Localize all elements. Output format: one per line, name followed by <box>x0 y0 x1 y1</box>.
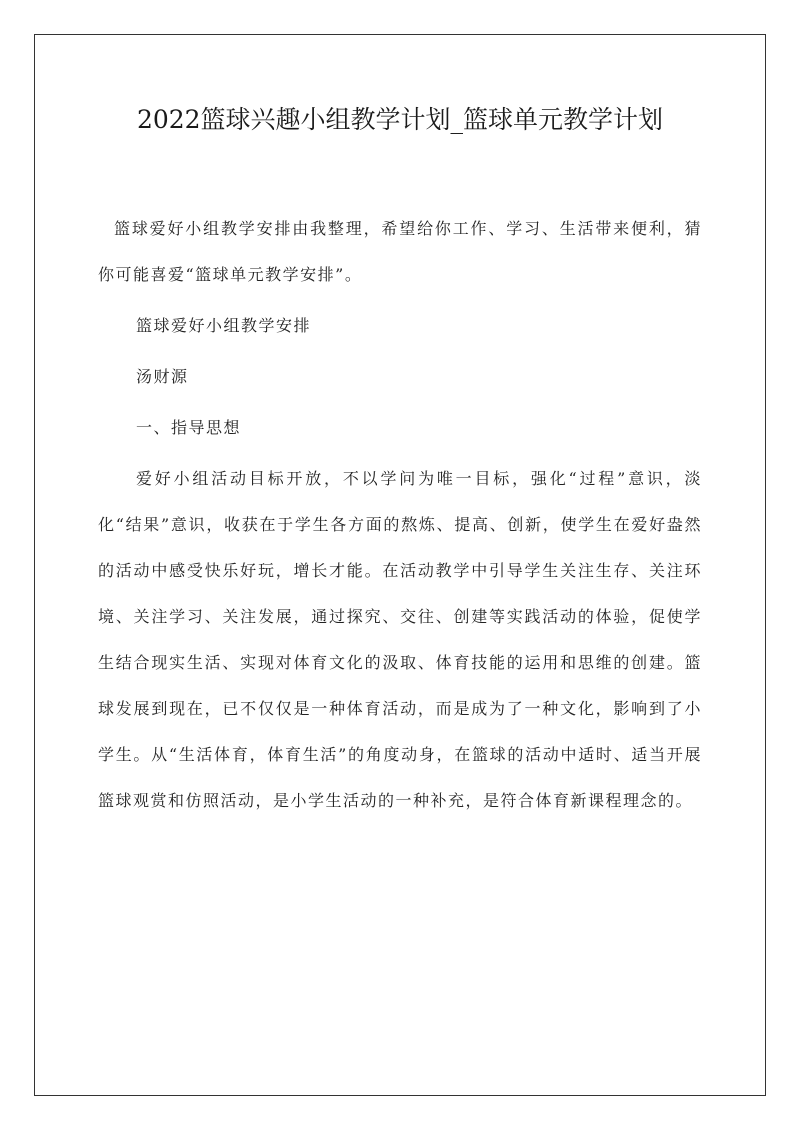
section-heading: 篮球爱好小组教学安排 <box>136 316 312 335</box>
author-name: 汤财源 <box>136 367 189 386</box>
subsection-heading: 一、指导思想 <box>136 418 242 437</box>
body-paragraph: 爱好小组活动目标开放，不以学问为唯一目标，强化“过程”意识，淡化“结果”意识，收获在于学生各方面的熬炼、提高、创新，使学生在爱好盎然的活动中感受快乐好玩，增长才能。在活动教学中引导学生关注生存、关注环境、关注学习、关注发展，通过探究、交往、创建等实践活动的体验，促使学生结合现实生活、实现对体育文化的汲取、体育技能的运用和思维的创建。篮球发展到现在，已不仅仅是一种体育活动，而是成为了一种文化，影响到了小学生。从“生活体育，体育生活”的角度动身，在篮球的活动中适时、适当开展篮球观赏和仿照活动，是小学生活动的一种补充，是符合体育新课程理念的。 <box>98 469 702 810</box>
document-body <box>98 206 702 829</box>
intro-paragraph: 篮球爱好小组教学安排由我整理，希望给你工作、学习、生活带来便利，猜你可能喜爱“篮球单元教学安排”。 <box>98 219 702 284</box>
document-title: 2022篮球兴趣小组教学计划_篮球单元教学计划 <box>136 105 664 134</box>
